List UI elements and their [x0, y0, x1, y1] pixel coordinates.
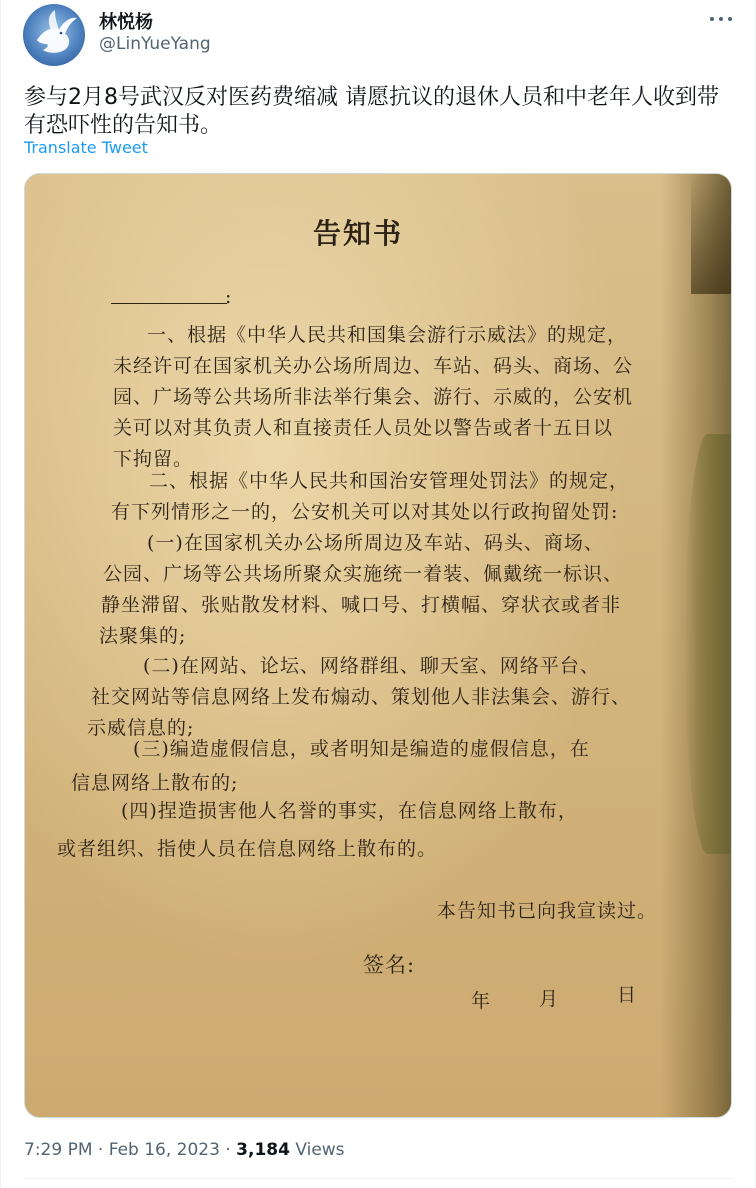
document-line: 静坐滞留、张贴散发材料、喊口号、打横幅、穿状衣或者非: [101, 594, 622, 616]
document-line: 关可以对其负责人和直接责任人员处以警告或者十五日以: [113, 417, 614, 439]
document-line: 有下列情形之一的，公安机关可以对其处以行政拘留处罚:: [111, 501, 619, 523]
document-line: (四)捏造损害他人名誉的事实，在信息网络上散布，: [121, 800, 578, 822]
year-label: 年: [471, 990, 492, 1012]
day-label: 日: [617, 984, 638, 1006]
tweet-photo[interactable]: [24, 173, 732, 1118]
meta-separator: ·: [97, 1140, 104, 1160]
document-line: 公园、广场等公共场所聚众实施统一着装、佩戴统一标识、: [103, 563, 624, 585]
more-dots-icon[interactable]: [707, 8, 735, 28]
dot: [710, 17, 714, 21]
document-line: 园、广场等公共场所非法举行集会、游行、示威的，公安机: [113, 386, 634, 408]
signature-label: 签名:: [363, 953, 416, 977]
tweet-time[interactable]: 7:29 PM: [24, 1140, 93, 1160]
dot: [728, 17, 732, 21]
tweet-text: 参与2月8号武汉反对医药费缩减 请愿抗议的退休人员和中老年人收到带有恐吓性的告知书。: [24, 85, 719, 138]
document-line: 示威信息的;: [87, 717, 195, 739]
document-line: 一、根据《中华人民共和国集会游行示威法》的规定，: [147, 324, 628, 346]
document-line: (一)在国家机关办公场所周边及车站、码头、商场、: [147, 532, 604, 554]
document-line: 下拘留。: [113, 448, 194, 470]
tweet-meta: [24, 1140, 345, 1160]
meta-separator: ·: [225, 1140, 231, 1160]
month-label: 月: [539, 988, 560, 1010]
addressee-blank: [111, 290, 227, 304]
display-name[interactable]: 林悦杨: [99, 12, 153, 33]
acknowledgement-line: 本告知书已向我宣读过。: [437, 900, 658, 922]
document-line: 信息网络上散布的;: [71, 772, 239, 794]
tweet-date[interactable]: Feb 16, 2023: [108, 1140, 220, 1160]
dot: [719, 17, 723, 21]
document-line: 法聚集的;: [99, 625, 187, 647]
addressee-colon: :: [225, 286, 232, 308]
user-handle[interactable]: @LinYueYang: [99, 34, 211, 54]
background-object: [685, 434, 731, 854]
avatar[interactable]: [23, 4, 85, 66]
background-corner: [691, 174, 731, 294]
document-line: 社交网站等信息网络上发布煽动、策划他人非法集会、游行、: [91, 686, 632, 708]
document-line: 未经许可在国家机关办公场所周边、车站、码头、商场、公: [113, 355, 634, 377]
translate-tweet-link[interactable]: Translate Tweet: [24, 138, 148, 157]
notice-paper: [25, 174, 732, 1118]
document-title: 告知书: [313, 217, 404, 250]
divider: [24, 1178, 734, 1179]
dove-icon: [23, 4, 85, 66]
views-label: Views: [295, 1140, 345, 1160]
views-count: 3,184: [236, 1140, 290, 1160]
document-line: 二、根据《中华人民共和国治安管理处罚法》的规定，: [149, 470, 630, 492]
document-line: (二)在网站、论坛、网络群组、聊天室、网络平台、: [143, 655, 600, 677]
document-line: (三)编造虚假信息，或者明知是编造的虚假信息，在: [133, 738, 590, 760]
document-line: 或者组织、指使人员在信息网络上散布的。: [57, 838, 438, 860]
